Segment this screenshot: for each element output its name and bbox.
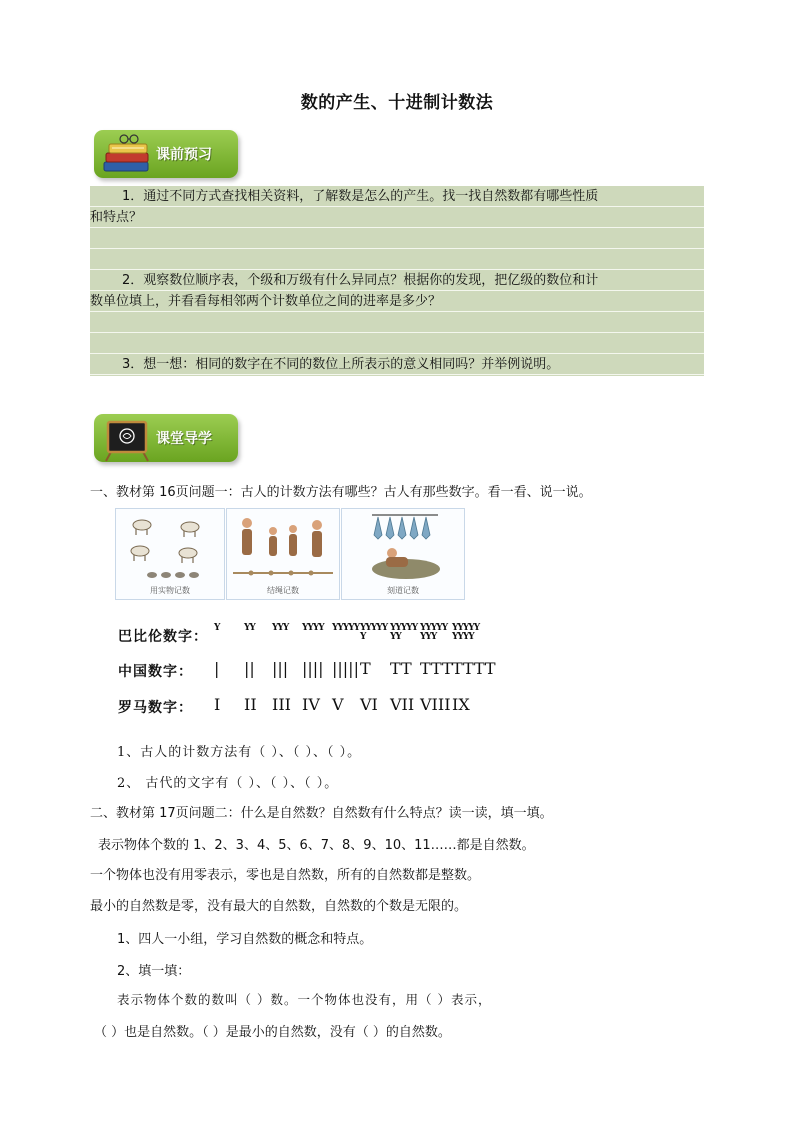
numeral-glyph: || <box>244 659 255 678</box>
numeral-glyph: YYY <box>272 623 289 633</box>
numeral-glyph: |||| <box>302 659 324 678</box>
numeral-glyphs <box>214 624 484 650</box>
guide-banner-label: 课堂导学 <box>156 431 212 447</box>
numeral-glyph: YY <box>244 623 255 633</box>
numeral-glyph: VIII <box>420 695 451 714</box>
numeral-glyph: TTT <box>420 659 453 678</box>
numeral-glyph: TT <box>390 659 412 678</box>
numeral-glyph: VII <box>390 695 415 714</box>
numeral-glyph: YYYYYYYYY <box>452 623 480 642</box>
numeral-glyph: YYYY <box>302 623 324 633</box>
numeral-glyphs <box>214 659 496 685</box>
picture-caption: 结绳记数 <box>267 586 299 595</box>
preview-banner <box>94 130 238 178</box>
preview-notes <box>90 186 704 376</box>
numeral-glyph: ||||| <box>332 659 359 678</box>
numeral-glyph: V <box>332 695 344 714</box>
goats-icon <box>116 509 224 585</box>
people-icon <box>227 509 339 585</box>
numeral-glyph: | <box>214 659 220 678</box>
fill-natural-line2: （ ）也是自然数。（ ）是最小的自然数，没有（ ）的自然数。 <box>94 1025 451 1040</box>
numeral-glyph: IX <box>452 695 470 714</box>
numeral-glyphs <box>214 695 484 721</box>
numeral-glyph: II <box>244 695 257 714</box>
preview-q3: 3．想一想：相同的数字在不同的数位上所表示的意义相同吗？并举例说明。 <box>122 357 560 372</box>
fill-natural-line1: 表示物体个数的数叫（ ）数。一个物体也没有，用（ ）表示， <box>117 992 492 1007</box>
page-title: 数的产生、十进制计数法 <box>300 93 494 113</box>
fill-writing: 2、 古代的文字有（ ）、（ ）、（ ）。 <box>117 776 339 791</box>
numeral-glyph: I <box>214 695 221 714</box>
numeral-row-label: 巴比伦数字： <box>118 629 208 645</box>
books-icon <box>100 132 154 178</box>
fish-carving-icon <box>342 509 464 585</box>
numeral-glyph: Y <box>214 623 220 633</box>
preview-q1-line1: 1．通过不同方式查找相关资料，了解数是怎么的产生。找一找自然数都有哪些性质 <box>122 189 599 204</box>
numeral-glyph: III <box>272 695 291 714</box>
picture-notch-counting <box>341 508 465 600</box>
numeral-row-label: 罗马数字： <box>118 700 193 716</box>
preview-q1-line2: 和特点？ <box>90 210 143 225</box>
blackboard-icon <box>100 416 154 462</box>
numeral-glyph: YYYYYYY <box>390 623 418 642</box>
fill-methods: 1、古人的计数方法有（ ）、（ ）、（ ）。 <box>117 745 362 760</box>
ancient-counting-pictures <box>115 508 465 600</box>
section2-heading: 二、教材第 17页问题二：什么是自然数？自然数有什么特点？读一读，填一填。 <box>90 806 553 821</box>
preview-q2-line2: 数单位填上，并看看每相邻两个计数单位之间的进率是多少？ <box>90 294 442 309</box>
numeral-glyph: TTTT <box>452 659 496 678</box>
section2-p1: 表示物体个数的 1、2、3、4、5、6、7、8、9、10、11……都是自然数。 <box>98 838 535 853</box>
preview-banner-label: 课前预习 <box>156 147 212 163</box>
picture-caption: 刻道记数 <box>387 586 419 595</box>
guide-banner <box>94 414 238 462</box>
section2-p3: 最小的自然数是零，没有最大的自然数，自然数的个数是无限的。 <box>90 899 468 914</box>
section2-task1: 1、四人一小组，学习自然数的概念和特点。 <box>117 932 373 947</box>
numeral-glyph: YYYYYYYY <box>420 623 448 642</box>
picture-knot-counting <box>226 508 340 600</box>
section1-heading: 一、教材第 16页问题一：古人的计数方法有哪些？古人有那些数字。看一看、说一说。 <box>90 485 592 500</box>
picture-object-counting <box>115 508 225 600</box>
numeral-glyph: ||| <box>272 659 289 678</box>
preview-q2-line1: 2．观察数位顺序表，个级和万级有什么异同点？根据你的发现，把亿级的数位和计 <box>122 273 599 288</box>
numeral-glyph: YYYYY <box>332 623 360 633</box>
numeral-row-label: 中国数字： <box>118 664 193 680</box>
section2-p2: 一个物体也没有用零表示，零也是自然数，所有的自然数都是整数。 <box>90 868 481 883</box>
picture-caption: 用实物记数 <box>150 586 190 595</box>
numeral-glyph: T <box>360 659 371 678</box>
numeral-glyph: IV <box>302 695 320 714</box>
numeral-glyph: YYYYYY <box>360 623 388 642</box>
numeral-glyph: VI <box>360 695 378 714</box>
section2-task2: 2、填一填： <box>117 964 191 979</box>
